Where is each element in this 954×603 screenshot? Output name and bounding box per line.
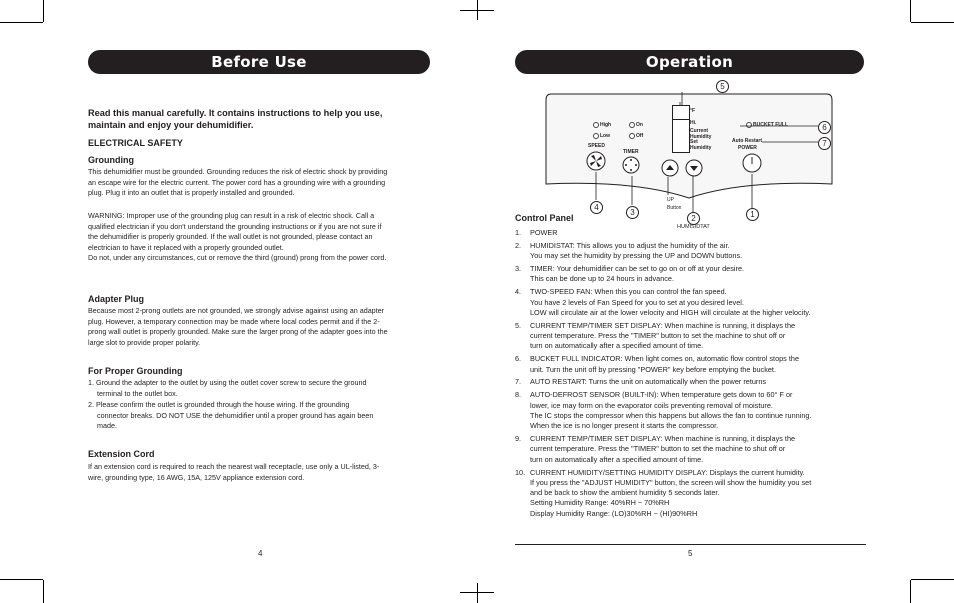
crop-mark: [910, 0, 911, 22]
list-item-line: You may set the humidity by pressing the UP and DOWN buttons.: [530, 251, 743, 261]
list-item-line: current temperature. Press the "TIMER" button to set the machine to shut off or: [530, 444, 786, 454]
list-item-line: CURRENT HUMIDITY/SETTING HUMIDITY DISPLAY: Displays the current humidity.: [530, 467, 805, 477]
list-item-number: 2.: [515, 240, 522, 250]
page-number: 4: [258, 549, 263, 558]
warning-text: WARNING: Improper use of the grounding plug can result in a risk of electric shock. Call a qualified electrician if you don't understand the grounding instructions or if you are not sure if the dehumidifier is properly grounded. If the wall outlet is not grounded, please contact an electrician to have it replaced with a properly grounded outlet.: [88, 211, 382, 252]
label-line: Humidity: [690, 144, 712, 151]
humidity-hi-label: Hi.: [690, 120, 697, 126]
auto-restart-label: Auto Restart: [732, 138, 763, 144]
proper-grounding-heading: For Proper Grounding: [88, 366, 183, 376]
list-item-number: 5.: [515, 320, 522, 330]
up-label: UP: [667, 197, 674, 203]
list-item: [515, 390, 860, 431]
list-item: [515, 287, 860, 318]
list-item-number: 10.: [515, 467, 526, 477]
list-item-line: BUCKET FULL INDICATOR: When light comes on, automatic flow control stops the: [530, 354, 800, 364]
callout-6: 6: [818, 121, 831, 134]
adapter-text: Because most 2-prong outlets are not grounded, we strongly advise against using an adapter plug. However, a temporary connection may be made where local codes permit and if the 2-prong wall outlet is properly grounded. Make sure the larger prong of the adapter goes into the large slot to provide proper polarity.: [88, 306, 388, 347]
label-line: Humidity: [690, 133, 712, 140]
callout-5: 5: [716, 80, 729, 93]
power-label: POWER: [738, 145, 757, 151]
crop-mark: [911, 579, 954, 580]
center-crop-mark: [460, 592, 494, 593]
timer-on-label: On: [636, 122, 643, 128]
adapter-heading: Adapter Plug: [88, 294, 145, 304]
list-item-line: This can be done up to 24 hours in advance.: [530, 274, 675, 284]
list-item-line: current temperature. Press the "TIMER" button to set the machine to shut off or: [530, 331, 786, 341]
crop-mark: [43, 0, 44, 22]
page-title-banner: Operation: [515, 50, 864, 74]
list-item: [515, 264, 860, 285]
control-panel-items-list: [515, 228, 860, 522]
list-item: [515, 241, 860, 262]
list-item-line: Display Humidity Range: (LO)30%RH ~ (HI)90%RH: [530, 508, 698, 518]
list-item-number: 3.: [515, 264, 522, 274]
list-item-line: POWER: [530, 228, 558, 237]
list-item-line: AUTO RESTART: Turns the unit on automatically when the power returns: [530, 377, 767, 387]
extension-heading: Extension Cord: [88, 449, 155, 459]
list-item-line: HUMIDISTAT: This allows you to adjust the humidity of the air.: [530, 240, 730, 250]
callout-3: 3: [626, 206, 639, 219]
callout-4: 4: [590, 201, 603, 214]
timer-off-label: Off: [636, 133, 644, 139]
label-line: Set: [690, 139, 698, 145]
speed-low-label: Low: [600, 133, 610, 139]
list-item-line: AUTO-DEFROST SENSOR (BUILT-IN): When temperature gets down to 60° F or: [530, 390, 793, 400]
fahrenheit-label: °F: [690, 108, 696, 114]
list-item-line: CURRENT TEMP/TIMER SET DISPLAY: When machine is running, it displays the: [530, 434, 796, 444]
list-item-line: CURRENT TEMP/TIMER SET DISPLAY: When machine is running, it displays the: [530, 320, 796, 330]
crop-mark: [43, 580, 44, 603]
list-item-number: 8.: [515, 390, 522, 400]
speed-high-label: High: [600, 122, 612, 128]
list-item-line: lower, ice may form on the evaporator coils preventing removal of moisture.: [530, 400, 773, 410]
list-item-line: LOW will circulate air at the lower velocity and HIGH will circulate at the higher velocity.: [530, 307, 811, 317]
footer-rule: [515, 544, 866, 545]
crop-mark: [0, 579, 43, 580]
list-item: [515, 434, 860, 465]
grounding-text: This dehumidifier must be grounded. Grounding reduces the risk of electric shock by providing an escape wire for the electric current. The power cord has a grounding wire with a grounding plug. Plug it into an outlet that is properly installed and grounded.: [88, 167, 388, 197]
crop-mark: [0, 22, 43, 23]
list-item-number: 9.: [515, 434, 522, 444]
electrical-safety-heading: ELECTRICAL SAFETY: [88, 138, 183, 148]
list-item: [515, 321, 860, 352]
list-item-line: You have 2 levels of Fan Speed for you to set at you desired level.: [530, 297, 744, 307]
extension-text: If an extension cord is required to reach the nearest wall receptacle, use only a UL-listed, 3-wire, grounding type, 16 AWG, 15A, 125V appliance extension cord.: [88, 462, 380, 482]
humidistat-label: HUMISIDTAT: [677, 224, 710, 230]
list-item-number: 7.: [515, 377, 522, 387]
proper-grounding-step-2: 2. Please confirm the outlet is grounded through the house wiring. If the grounding connector breaks. DO NOT USE the dehumidifier until a proper ground has again been made.: [88, 400, 374, 430]
list-item-line: The IC stops the compressor when this happens but allows the fan to continue running.: [530, 410, 812, 420]
bucket-full-label: BUCKET FULL: [753, 122, 788, 128]
list-item-line: turn on automatically after a specified amount of time.: [530, 341, 704, 351]
crop-mark: [911, 22, 954, 23]
callout-2: 2: [687, 212, 700, 225]
list-item: [515, 468, 860, 519]
list-item-number: 6.: [515, 354, 522, 364]
list-item-line: TWO-SPEED FAN: When this you can control the fan speed.: [530, 287, 727, 297]
list-item-line: unit. Turn the unit off by pressing "POWER" key before emptying the bucket.: [530, 364, 776, 374]
callout-1: 1: [746, 208, 759, 221]
list-item-line: Setting Humidity Range: 40%RH ~ 70%RH: [530, 498, 670, 508]
grounding-heading: Grounding: [88, 155, 134, 165]
callout-leader-lines: [540, 80, 840, 230]
list-item-line: When the ice is no longer present it starts the compressor.: [530, 421, 719, 431]
page-number: 5: [688, 549, 693, 558]
center-crop-mark: [477, 583, 478, 603]
button-label: Button: [667, 205, 682, 211]
page-title-banner: Before Use: [88, 50, 430, 74]
crop-mark: [910, 580, 911, 603]
control-panel-heading: Control Panel: [515, 213, 574, 223]
list-item-line: TIMER: Your dehumidifier can be set to go on or off at your desire.: [530, 264, 745, 274]
list-item-number: 4.: [515, 287, 522, 297]
list-item: [515, 377, 860, 387]
do-not-text: Do not, under any circumstances, cut or remove the third (ground) prong from the power cord.: [88, 253, 387, 262]
label-line: Current: [690, 128, 709, 134]
center-crop-mark: [460, 10, 494, 11]
timer-label: TIMER: [623, 149, 639, 155]
list-item-line: and be back to show the ambient humidity 5 seconds later.: [530, 488, 720, 498]
list-item: [515, 228, 860, 238]
speed-label: SPEED: [588, 143, 605, 149]
list-item-line: If you press the "ADJUST HUMIDITY" button, the screen will show the humidity you set: [530, 477, 812, 487]
callout-7: 7: [818, 137, 831, 150]
proper-grounding-step-1: 1. Ground the adapter to the outlet by using the outlet cover screw to secure the ground terminal to the outlet box.: [88, 378, 367, 398]
list-item-line: turn on automatically after a specified amount of time.: [530, 454, 704, 464]
list-item-number: 1.: [515, 228, 522, 237]
list-item: [515, 354, 860, 375]
intro-text: Read this manual carefully. It contains instructions to help you use, maintain and enjoy your dehumidifier.: [88, 108, 383, 130]
